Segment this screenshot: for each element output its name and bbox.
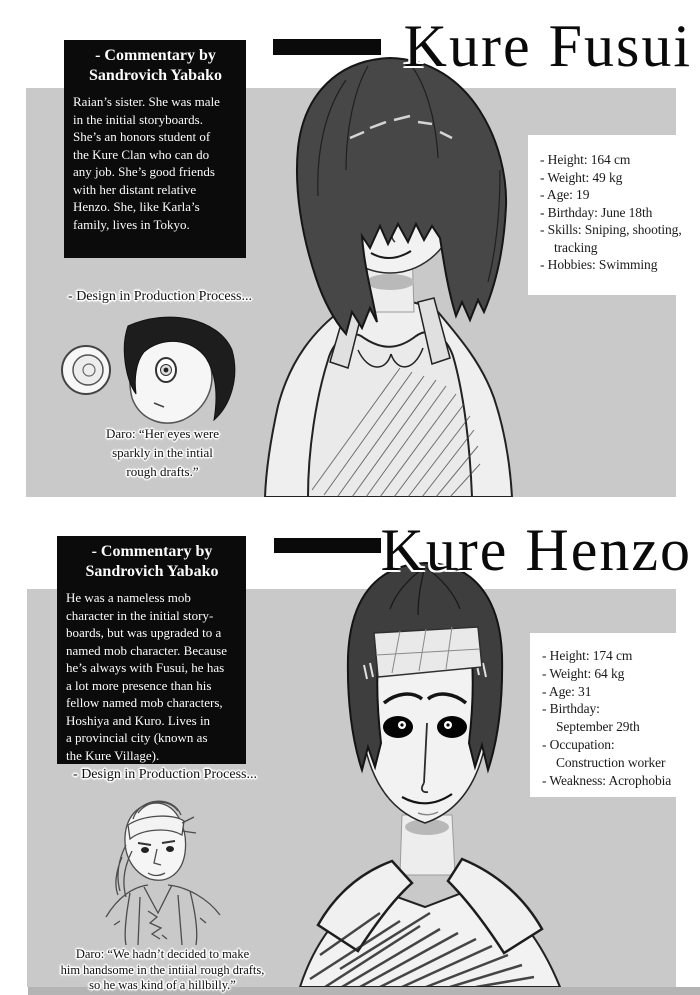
henzo-commentary-box [57, 536, 246, 764]
sketch-chest-scribble [148, 911, 161, 939]
henzo-daro-quote [35, 947, 290, 994]
quote-line: so he was kind of a hillbilly.” [89, 978, 236, 992]
stat-weight: - Weight: 64 kg [542, 665, 625, 681]
commentary-line: in the initial storyboards. [73, 111, 203, 127]
fusui-daro-quote [70, 424, 255, 481]
henzo-eye-right [437, 716, 467, 738]
commentary-line: any job. She’s good friends [73, 164, 215, 179]
henzo-title: Kure Henzo [380, 517, 692, 583]
stat-birthday-cont: September 29th [556, 719, 640, 735]
henzo-rough-sketch-drawing [78, 785, 243, 945]
fusui-portrait-drawing [250, 50, 525, 497]
commentary-line: family, lives in Tokyo. [73, 216, 190, 232]
sketch-shoulders [106, 885, 220, 917]
fusui-title: Kure Fusui [403, 13, 692, 79]
commentary-line: with her distant relative [73, 181, 197, 197]
commentary-line: fellow named mob characters, [66, 695, 223, 710]
stat-skills-cont: tracking [554, 239, 598, 255]
fusui-rough-sketch-drawing [58, 310, 243, 432]
commentary-line: Henzo. She, like Karla’s [73, 199, 200, 214]
fusui-title-bar [273, 39, 381, 55]
commentary-line: She’s an honors student of [73, 129, 211, 144]
fusui-commentary-box [64, 40, 246, 258]
quote-line: Daro: “We hadn’t decided to make [75, 947, 250, 961]
stat-age: - Age: 19 [540, 187, 590, 202]
sketch-collar [144, 885, 172, 913]
henzo-title-bar [274, 538, 381, 553]
stat-hobbies: - Hobbies: Swimming [540, 257, 658, 272]
sketch-pupil [164, 368, 169, 373]
fusui-stats-box [528, 135, 700, 295]
stat-birthday: - Birthday: [542, 701, 600, 717]
commentary-line: Raian’s sister. She was male [73, 94, 220, 109]
commentary-line: He was a nameless mob [66, 590, 191, 605]
commentary-line: named mob character. Because [66, 642, 227, 658]
sketch-head [125, 803, 186, 880]
quote-line: sparkly in the intial [112, 445, 213, 460]
stat-height: - Height: 174 cm [542, 648, 633, 663]
fusui-commentary-heading [73, 46, 238, 86]
henzo-design-label: - Design in Production Process... [73, 767, 257, 782]
stat-age: - Age: 31 [542, 683, 592, 699]
fusui-neck-shadow [366, 274, 414, 290]
commentary-line: boards, but was upgraded to a [66, 625, 222, 640]
fusui-design-label: - Design in Production Process... [68, 289, 252, 304]
stat-skills: - Skills: Sniping, shooting, [540, 222, 682, 237]
henzo-stats-box [530, 633, 700, 797]
commentary-heading-line1: - Commentary by [95, 47, 216, 64]
henzo-commentary-heading [66, 542, 238, 582]
commentary-line: a provincial city (known as [66, 730, 208, 745]
commentary-heading-line2: Sandrovich Yabako [89, 67, 222, 84]
sketch-eye-right [166, 846, 174, 852]
stat-occupation: - Occupation: [542, 736, 615, 752]
commentary-line: Hoshiya and Kuro. Lives in [66, 712, 211, 728]
commentary-heading-line2: Sandrovich Yabako [85, 563, 219, 580]
henzo-eye-left [383, 716, 413, 738]
commentary-line: the Kure Village). [66, 747, 160, 763]
stat-weakness: - Weakness: Acrophobia [542, 772, 672, 788]
sketch-eye-left [141, 847, 149, 853]
sketch-vest-edges [125, 891, 197, 945]
commentary-line: he’s always with Fusui, he has [66, 660, 225, 675]
stat-height: - Height: 164 cm [540, 152, 631, 167]
commentary-line: the Kure Clan who can do [73, 146, 210, 162]
stat-birthday: - Birthday: June 18th [540, 204, 653, 220]
commentary-line: a lot more presence than his [66, 677, 212, 693]
quote-line: him handsome in the intiial rough drafts, [60, 962, 265, 977]
commentary-line: character in the initial story- [66, 607, 214, 623]
commentary-heading-line1: - Commentary by [91, 543, 213, 560]
quote-line: Daro: “Her eyes were [106, 426, 219, 441]
sketch-scope-mid [73, 355, 103, 385]
stat-occupation-cont: Construction worker [556, 754, 666, 770]
quote-line: rough drafts.” [126, 464, 199, 479]
stat-weight: - Weight: 49 kg [540, 169, 623, 185]
